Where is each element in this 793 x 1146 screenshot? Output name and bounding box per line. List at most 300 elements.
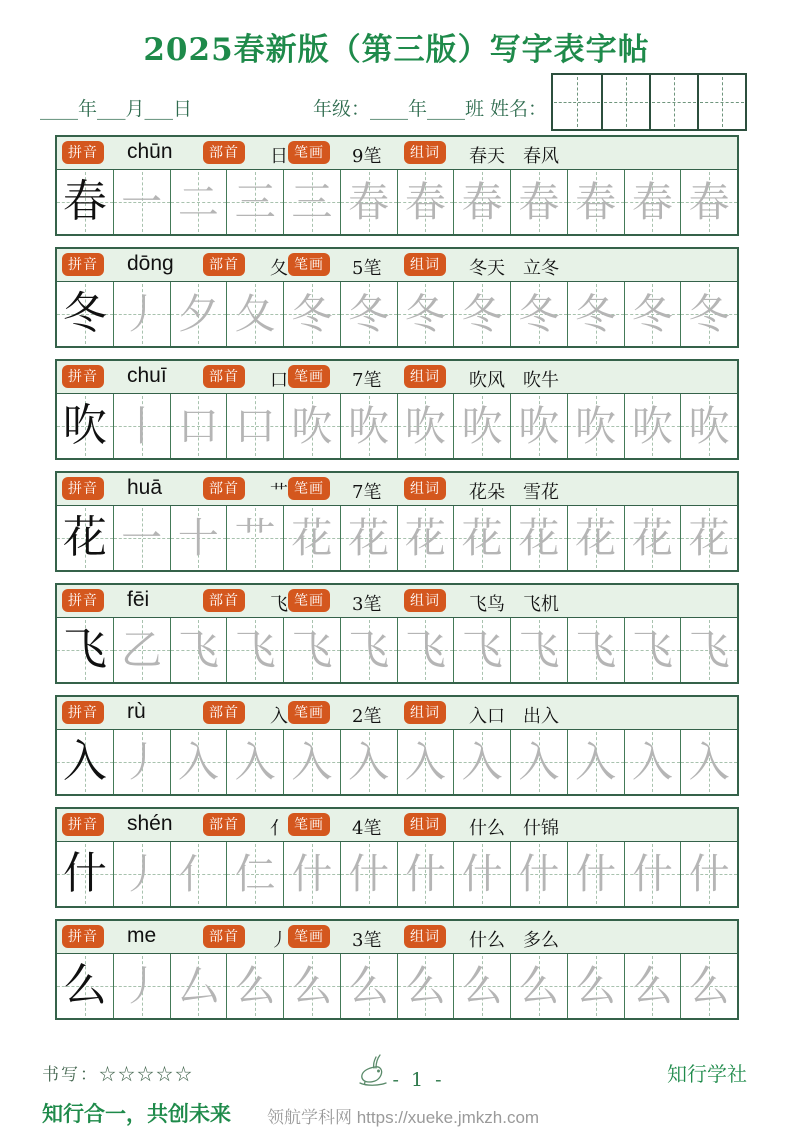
hanzi-trace-gray: 冬	[518, 289, 560, 338]
practice-cell-trace	[567, 282, 624, 346]
practice-cell-trace	[397, 170, 454, 234]
practice-cell-trace	[567, 170, 624, 234]
pinyin-label-badge: 拼音	[62, 253, 104, 276]
words-label-badge: 组词	[404, 813, 446, 836]
hanzi-trace-gray: 飞	[234, 625, 276, 674]
name-grid-cell	[553, 75, 601, 129]
practice-cell-trace	[510, 842, 567, 906]
hanzi-trace-gray: 飞	[461, 625, 503, 674]
hanzi-black: 吹	[62, 400, 107, 451]
strokes-value: 7笔	[352, 482, 382, 503]
hanzi-trace-gray: 入	[234, 737, 276, 786]
practice-cell-trace	[397, 730, 454, 794]
practice-cell-trace	[170, 394, 227, 458]
hanzi-trace-gray: 什	[631, 849, 673, 898]
practice-cell-trace	[340, 282, 397, 346]
char-block-冬	[55, 247, 739, 348]
pinyin-label-badge: 拼音	[62, 477, 104, 500]
hanzi-trace-gray: 吹	[575, 401, 617, 450]
strokes-label-badge: 笔画	[288, 365, 330, 388]
practice-cell-trace	[340, 170, 397, 234]
rabbit-line-art-icon	[356, 1053, 390, 1091]
hanzi-black: 入	[62, 736, 107, 787]
practice-cell-trace	[567, 506, 624, 570]
hanzi-trace-gray: 么	[461, 961, 503, 1010]
practice-cell-trace	[453, 954, 510, 1018]
hanzi-trace-gray: 什	[404, 849, 446, 898]
hanzi-trace-gray: 口	[177, 401, 219, 450]
char-block-吹	[55, 359, 739, 460]
radical-value: 艹	[270, 482, 288, 503]
strokes-value: 2笔	[352, 706, 382, 727]
strokes-label-badge: 笔画	[288, 477, 330, 500]
hanzi-trace-gray: 花	[518, 513, 560, 562]
radical-value: 口	[270, 370, 288, 391]
practice-cell-row	[57, 282, 737, 346]
name-grid-cell	[697, 75, 745, 129]
page-footer	[0, 1052, 793, 1128]
pinyin-value: shén	[127, 812, 173, 835]
practice-cell-trace	[680, 506, 737, 570]
hanzi-trace-gray: 飞	[404, 625, 446, 674]
hanzi-trace-gray: 什	[461, 849, 503, 898]
hanzi-trace-gray: 什	[291, 849, 333, 898]
practice-cell-trace	[397, 394, 454, 458]
pinyin-label-badge: 拼音	[62, 589, 104, 612]
practice-cell-trace	[397, 954, 454, 1018]
practice-cell-trace	[624, 282, 681, 346]
practice-cell-trace	[170, 842, 227, 906]
hanzi-trace-gray: 亻	[177, 849, 219, 898]
pinyin-label-badge: 拼音	[62, 925, 104, 948]
hanzi-trace-gray: 吹	[348, 401, 390, 450]
page-number-group	[356, 1053, 444, 1091]
hanzi-trace-gray: 飞	[291, 625, 333, 674]
hanzi-black: 花	[62, 512, 107, 563]
practice-cell-trace	[680, 954, 737, 1018]
hanzi-trace-gray: 艹	[234, 513, 276, 562]
char-block-header	[57, 137, 737, 170]
hanzi-trace-gray: 三	[234, 177, 276, 226]
hanzi-trace-gray: 什	[688, 849, 730, 898]
page-title: 2025春新版（第三版）写字表字帖	[143, 32, 650, 68]
footer-row-2	[0, 1092, 793, 1128]
pinyin-label-badge: 拼音	[62, 365, 104, 388]
hanzi-trace-gray: 入	[688, 737, 730, 786]
hanzi-trace-gray: 吹	[461, 401, 503, 450]
strokes-label-badge: 笔画	[288, 813, 330, 836]
hanzi-black: 冬	[62, 288, 107, 339]
practice-cell-trace	[453, 842, 510, 906]
practice-cell-row	[57, 730, 737, 794]
practice-cell-trace	[567, 730, 624, 794]
hanzi-trace-gray: 飞	[631, 625, 673, 674]
hanzi-trace-gray: 么	[575, 961, 617, 1010]
practice-cell-trace	[567, 618, 624, 682]
practice-cell-trace	[113, 394, 170, 458]
name-grid-cell	[601, 75, 649, 129]
practice-cell-main	[57, 954, 113, 1018]
practice-cell-trace	[283, 506, 340, 570]
practice-cell-row	[57, 842, 737, 906]
hanzi-trace-gray: 吹	[291, 401, 333, 450]
strokes-value: 9笔	[352, 146, 382, 167]
hanzi-trace-gray: 入	[575, 737, 617, 786]
radical-value: 飞	[270, 594, 288, 615]
hanzi-trace-gray: 丿	[121, 961, 163, 1010]
practice-cell-trace	[170, 170, 227, 234]
name-grid-cell	[649, 75, 697, 129]
practice-cell-trace	[624, 506, 681, 570]
strokes-value: 3笔	[352, 930, 382, 951]
char-block-header	[57, 809, 737, 842]
practice-cell-trace	[453, 730, 510, 794]
char-block-header	[57, 249, 737, 282]
hanzi-trace-gray: 吹	[404, 401, 446, 450]
practice-cell-trace	[453, 394, 510, 458]
radical-label-badge: 部首	[203, 589, 245, 612]
char-block-入	[55, 695, 739, 796]
practice-cell-trace	[397, 618, 454, 682]
practice-cell-main	[57, 506, 113, 570]
pinyin-label-badge: 拼音	[62, 701, 104, 724]
practice-cell-trace	[113, 282, 170, 346]
practice-cell-trace	[510, 394, 567, 458]
hanzi-trace-gray: 么	[348, 961, 390, 1010]
hanzi-black: 春	[62, 176, 107, 227]
hanzi-trace-gray: 花	[688, 513, 730, 562]
hanzi-trace-gray: 口	[234, 401, 276, 450]
practice-cell-main	[57, 282, 113, 346]
page-number: - 1 -	[392, 1069, 445, 1091]
practice-cell-trace	[283, 170, 340, 234]
practice-cell-main	[57, 618, 113, 682]
practice-cell-trace	[226, 618, 283, 682]
radical-label-badge: 部首	[203, 925, 245, 948]
hanzi-trace-gray: 么	[631, 961, 673, 1010]
char-block-header	[57, 697, 737, 730]
words-label-badge: 组词	[404, 141, 446, 164]
practice-cell-trace	[453, 618, 510, 682]
strokes-label-badge: 笔画	[288, 589, 330, 612]
strokes-value: 3笔	[352, 594, 382, 615]
name-writing-grid	[551, 73, 747, 131]
hanzi-trace-gray: 花	[348, 513, 390, 562]
radical-label-badge: 部首	[203, 365, 245, 388]
radical-value: 日	[270, 146, 288, 167]
practice-cell-trace	[113, 618, 170, 682]
char-block-什	[55, 807, 739, 908]
words-value: 冬天 立冬	[469, 258, 559, 279]
pinyin-value: chūn	[127, 140, 173, 163]
hanzi-trace-gray: 冬	[404, 289, 446, 338]
practice-cell-trace	[113, 954, 170, 1018]
writing-rating: 书写：☆☆☆☆☆	[42, 1064, 194, 1085]
practice-cell-row	[57, 506, 737, 570]
strokes-label-badge: 笔画	[288, 925, 330, 948]
practice-cell-row	[57, 170, 737, 234]
practice-cell-trace	[624, 842, 681, 906]
char-block-么	[55, 919, 739, 1020]
watermark-url: 领航学科网 https://xueke.jmkzh.com	[267, 1108, 540, 1127]
hanzi-trace-gray: 入	[348, 737, 390, 786]
practice-cell-trace	[680, 842, 737, 906]
practice-cell-trace	[567, 842, 624, 906]
practice-cell-row	[57, 618, 737, 682]
hanzi-trace-gray: 么	[688, 961, 730, 1010]
hanzi-trace-gray: 花	[404, 513, 446, 562]
practice-cell-trace	[624, 394, 681, 458]
hanzi-trace-gray: 吹	[631, 401, 673, 450]
strokes-value: 5笔	[352, 258, 382, 279]
hanzi-trace-gray: 一	[121, 513, 163, 562]
hanzi-trace-gray: 春	[688, 177, 730, 226]
hanzi-trace-gray: 花	[291, 513, 333, 562]
practice-cell-trace	[283, 842, 340, 906]
hanzi-trace-gray: 花	[631, 513, 673, 562]
hanzi-trace-gray: 花	[461, 513, 503, 562]
character-practice-blocks	[0, 135, 793, 1020]
words-value: 入口 出入	[469, 706, 559, 727]
hanzi-trace-gray: 入	[291, 737, 333, 786]
hanzi-trace-gray: 吹	[518, 401, 560, 450]
words-label-badge: 组词	[404, 253, 446, 276]
hanzi-trace-gray: 冬	[291, 289, 333, 338]
hanzi-trace-gray: 丿	[121, 289, 163, 338]
pinyin-label-badge: 拼音	[62, 141, 104, 164]
practice-cell-trace	[397, 506, 454, 570]
hanzi-trace-gray: 冬	[688, 289, 730, 338]
hanzi-trace-gray: 夂	[234, 289, 276, 338]
practice-cell-main	[57, 170, 113, 234]
practice-cell-row	[57, 954, 737, 1018]
words-value: 什么 多么	[469, 930, 559, 951]
hanzi-trace-gray: 飞	[518, 625, 560, 674]
practice-cell-trace	[510, 618, 567, 682]
practice-cell-trace	[453, 506, 510, 570]
hanzi-trace-gray: 三	[291, 177, 333, 226]
pinyin-value: chuī	[127, 364, 167, 387]
hanzi-trace-gray: 吹	[688, 401, 730, 450]
hanzi-trace-gray: 什	[518, 849, 560, 898]
practice-cell-trace	[170, 954, 227, 1018]
words-label-badge: 组词	[404, 701, 446, 724]
practice-cell-trace	[283, 282, 340, 346]
hanzi-trace-gray: 入	[404, 737, 446, 786]
hanzi-trace-gray: 春	[404, 177, 446, 226]
hanzi-trace-gray: 乙	[121, 625, 163, 674]
hanzi-trace-gray: 丿	[121, 737, 163, 786]
radical-label-badge: 部首	[203, 253, 245, 276]
practice-cell-trace	[453, 170, 510, 234]
strokes-value: 4笔	[352, 818, 382, 839]
practice-cell-trace	[226, 506, 283, 570]
hanzi-trace-gray: 么	[234, 961, 276, 1010]
hanzi-trace-gray: 仁	[234, 849, 276, 898]
practice-cell-trace	[226, 170, 283, 234]
brand-name: 知行学社	[666, 1061, 747, 1086]
hanzi-trace-gray: 丿	[121, 849, 163, 898]
radical-label-badge: 部首	[203, 813, 245, 836]
practice-cell-trace	[680, 394, 737, 458]
practice-cell-main	[57, 730, 113, 794]
practice-cell-trace	[510, 170, 567, 234]
practice-cell-trace	[170, 506, 227, 570]
practice-cell-trace	[340, 730, 397, 794]
words-value: 什么 什锦	[469, 818, 559, 839]
practice-cell-trace	[510, 506, 567, 570]
strokes-label-badge: 笔画	[288, 253, 330, 276]
grade-name-blanks: 年级：____年____班 姓名：	[313, 98, 548, 120]
pinyin-value: fēi	[127, 588, 150, 611]
footer-row-1	[0, 1052, 793, 1092]
practice-cell-trace	[397, 842, 454, 906]
hanzi-trace-gray: 入	[461, 737, 503, 786]
words-value: 飞鸟 飞机	[469, 594, 559, 615]
words-label-badge: 组词	[404, 477, 446, 500]
strokes-label-badge: 笔画	[288, 141, 330, 164]
char-block-春	[55, 135, 739, 236]
hanzi-trace-gray: 厶	[177, 961, 219, 1010]
practice-cell-trace	[567, 394, 624, 458]
radical-label-badge: 部首	[203, 701, 245, 724]
practice-cell-trace	[113, 842, 170, 906]
hanzi-trace-gray: 什	[575, 849, 617, 898]
practice-cell-trace	[340, 954, 397, 1018]
practice-cell-trace	[624, 730, 681, 794]
practice-cell-trace	[283, 394, 340, 458]
hanzi-trace-gray: 冬	[575, 289, 617, 338]
hanzi-trace-gray: 花	[575, 513, 617, 562]
strokes-value: 7笔	[352, 370, 382, 391]
slogan-text: 知行合一，共创未来	[42, 1101, 231, 1126]
hanzi-trace-gray: 春	[461, 177, 503, 226]
char-block-header	[57, 585, 737, 618]
practice-cell-trace	[340, 842, 397, 906]
pinyin-value: me	[127, 924, 157, 947]
date-blanks: ____年___月___日	[40, 98, 193, 120]
pinyin-label-badge: 拼音	[62, 813, 104, 836]
practice-cell-main	[57, 842, 113, 906]
practice-cell-trace	[226, 282, 283, 346]
hanzi-trace-gray: 冬	[461, 289, 503, 338]
practice-cell-trace	[510, 730, 567, 794]
hanzi-trace-gray: 一	[121, 177, 163, 226]
practice-cell-trace	[170, 282, 227, 346]
practice-cell-trace	[680, 282, 737, 346]
radical-value: 入	[270, 706, 288, 727]
char-block-header	[57, 361, 737, 394]
radical-label-badge: 部首	[203, 477, 245, 500]
pinyin-value: dōng	[127, 252, 174, 275]
practice-cell-trace	[624, 170, 681, 234]
practice-cell-trace	[283, 730, 340, 794]
hanzi-trace-gray: 十	[177, 513, 219, 562]
hanzi-trace-gray: 飞	[575, 625, 617, 674]
hanzi-black: 什	[62, 848, 107, 899]
practice-cell-main	[57, 394, 113, 458]
hanzi-trace-gray: 么	[518, 961, 560, 1010]
practice-cell-trace	[170, 618, 227, 682]
practice-cell-trace	[226, 730, 283, 794]
practice-cell-trace	[170, 730, 227, 794]
hanzi-trace-gray: 么	[404, 961, 446, 1010]
hanzi-trace-gray: 飞	[348, 625, 390, 674]
hanzi-trace-gray: 春	[348, 177, 390, 226]
hanzi-trace-gray: 夕	[177, 289, 219, 338]
hanzi-trace-gray: 飞	[177, 625, 219, 674]
hanzi-trace-gray: 什	[348, 849, 390, 898]
practice-cell-trace	[624, 954, 681, 1018]
practice-cell-trace	[283, 954, 340, 1018]
hanzi-trace-gray: 冬	[631, 289, 673, 338]
char-block-飞	[55, 583, 739, 684]
practice-cell-trace	[340, 506, 397, 570]
practice-cell-trace	[680, 730, 737, 794]
hanzi-trace-gray: 丨	[121, 401, 163, 450]
hanzi-trace-gray: 入	[518, 737, 560, 786]
char-block-header	[57, 473, 737, 506]
practice-cell-trace	[567, 954, 624, 1018]
practice-cell-trace	[453, 282, 510, 346]
words-value: 春天 春风	[469, 146, 559, 167]
pinyin-value: huā	[127, 476, 163, 499]
radical-value: 夂	[270, 258, 288, 279]
practice-cell-trace	[113, 506, 170, 570]
char-block-header	[57, 921, 737, 954]
practice-cell-trace	[226, 842, 283, 906]
practice-cell-row	[57, 394, 737, 458]
hanzi-trace-gray: 春	[631, 177, 673, 226]
hanzi-trace-gray: 入	[177, 737, 219, 786]
hanzi-trace-gray: 春	[575, 177, 617, 226]
hanzi-trace-gray: 冬	[348, 289, 390, 338]
practice-cell-trace	[113, 730, 170, 794]
practice-cell-trace	[340, 394, 397, 458]
radical-label-badge: 部首	[203, 141, 245, 164]
words-value: 吹风 吹牛	[469, 370, 559, 391]
practice-cell-trace	[680, 618, 737, 682]
info-line	[0, 73, 793, 131]
hanzi-trace-gray: 飞	[688, 625, 730, 674]
words-label-badge: 组词	[404, 365, 446, 388]
practice-cell-trace	[283, 618, 340, 682]
strokes-label-badge: 笔画	[288, 701, 330, 724]
hanzi-trace-gray: 二	[177, 177, 219, 226]
hanzi-black: 么	[62, 960, 107, 1011]
hanzi-black: 飞	[62, 624, 107, 675]
practice-cell-trace	[624, 618, 681, 682]
practice-cell-trace	[510, 954, 567, 1018]
radical-value: 丿	[270, 930, 288, 951]
words-label-badge: 组词	[404, 925, 446, 948]
words-value: 花朵 雪花	[469, 482, 559, 503]
practice-cell-trace	[510, 282, 567, 346]
pinyin-value: rù	[127, 700, 146, 723]
practice-cell-trace	[340, 618, 397, 682]
practice-cell-trace	[226, 954, 283, 1018]
practice-cell-trace	[113, 170, 170, 234]
hanzi-trace-gray: 春	[518, 177, 560, 226]
char-block-花	[55, 471, 739, 572]
practice-cell-trace	[226, 394, 283, 458]
practice-cell-trace	[680, 170, 737, 234]
hanzi-trace-gray: 入	[631, 737, 673, 786]
hanzi-trace-gray: 么	[291, 961, 333, 1010]
words-label-badge: 组词	[404, 589, 446, 612]
practice-cell-trace	[397, 282, 454, 346]
radical-value: 亻	[270, 818, 288, 839]
